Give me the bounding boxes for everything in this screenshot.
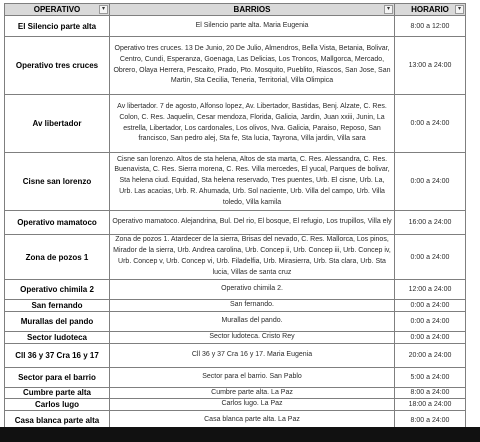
- horario-cell[interactable]: 16:00 a 24:00: [395, 211, 466, 235]
- barrios-cell[interactable]: Casa blanca parte alta. La Paz: [110, 411, 395, 431]
- operativo-cell[interactable]: Sector para el barrio: [5, 367, 110, 387]
- horario-cell[interactable]: 0:00 a 24:00: [395, 331, 466, 343]
- operativo-cell[interactable]: San fernando: [5, 300, 110, 312]
- column-header-operativo: [5, 4, 110, 16]
- operativo-cell[interactable]: Zona de pozos 1: [5, 235, 110, 280]
- barrios-cell[interactable]: Carlos lugo. La Paz: [110, 399, 395, 411]
- horario-cell[interactable]: 0:00 a 24:00: [395, 153, 466, 211]
- horario-cell[interactable]: 12:00 a 24:00: [395, 280, 466, 300]
- horario-cell[interactable]: 0:00 a 24:00: [395, 95, 466, 153]
- horario-cell[interactable]: 8:00 a 24:00: [395, 387, 466, 399]
- barrios-cell[interactable]: Operativo chimila 2.: [110, 280, 395, 300]
- table-row: [5, 235, 466, 280]
- operativo-header-label: OPERATIVO: [33, 5, 81, 14]
- horario-cell[interactable]: 8:00 a 12:00: [395, 16, 466, 37]
- table-row: [5, 399, 466, 411]
- horario-cell[interactable]: 0:00 a 24:00: [395, 300, 466, 312]
- filter-dropdown-icon[interactable]: ▾: [99, 5, 108, 14]
- operativo-cell[interactable]: Operativo tres cruces: [5, 37, 110, 95]
- operativo-cell[interactable]: Operativo chimila 2: [5, 280, 110, 300]
- bottom-bar: [0, 427, 480, 442]
- operativo-cell[interactable]: Cll 36 y 37 Cra 16 y 17: [5, 343, 110, 367]
- table-row: [5, 37, 466, 95]
- operativo-cell[interactable]: El Silencio parte alta: [5, 16, 110, 37]
- table-row: [5, 311, 466, 331]
- table-row: [5, 153, 466, 211]
- horario-header-label: HORARIO: [411, 5, 449, 14]
- barrios-cell[interactable]: Cll 36 y 37 Cra 16 y 17. Maria Eugenia: [110, 343, 395, 367]
- horario-cell[interactable]: 0:00 a 24:00: [395, 235, 466, 280]
- operativo-cell[interactable]: Murallas del pando: [5, 311, 110, 331]
- column-header-barrios: [110, 4, 395, 16]
- table-row: [5, 280, 466, 300]
- barrios-cell[interactable]: San fernando.: [110, 300, 395, 312]
- table-row: [5, 300, 466, 312]
- table-row: [5, 343, 466, 367]
- barrios-cell[interactable]: Sector para el barrio. San Pablo: [110, 367, 395, 387]
- horario-cell[interactable]: 18:00 a 24:00: [395, 399, 466, 411]
- operativo-cell[interactable]: Cisne san lorenzo: [5, 153, 110, 211]
- barrios-cell[interactable]: Murallas del pando.: [110, 311, 395, 331]
- header-row: [5, 4, 466, 16]
- barrios-cell[interactable]: Cumbre parte alta. La Paz: [110, 387, 395, 399]
- barrios-cell[interactable]: Av libertador. 7 de agosto, Alfonso lopez, Av. Libertador, Bastidas, Benj. Alzate, C. Res. Colon, C. Res. Jaquelin, Cesar mendoza, Florida, Galicia, Jardin, Juan xxiii, Junin, La estrella, Libertador, Los cardonales, Los olivos, Nva. Galicia, Paraiso, Reposo, San francisco, San pedro alej, Sta fe, Sta lucia, Tayrona, Villa jardin, Villa sara: [110, 95, 395, 153]
- filter-dropdown-icon[interactable]: ▾: [455, 5, 464, 14]
- filter-dropdown-icon[interactable]: ▾: [384, 5, 393, 14]
- table-row: [5, 95, 466, 153]
- operativo-cell[interactable]: Carlos lugo: [5, 399, 110, 411]
- barrios-cell[interactable]: Cisne san lorenzo. Altos de sta helena, Altos de sta marta, C. Res. Alessandra, C. Res. Buenavista, C. Res. Sierra morena, C. Res. Villa mercedes, El yucal, Parques de bolivar, Sta helena ciud. Equidad, Sta helena reservado, Tres puentes, Urb. El cisne, Urb. La, Urb. Las acacias, Urb. R. Ahumada, Urb. Sol naciente, Urb. Villa del campo, Urb. Villa toledo, Villa kamila: [110, 153, 395, 211]
- schedule-sheet: [4, 3, 465, 431]
- table-row: [5, 16, 466, 37]
- barrios-cell[interactable]: Operativo mamatoco. Alejandrina, Bul. Del rio, El bosque, El refugio, Los trupillos, Villa ely: [110, 211, 395, 235]
- operativo-cell[interactable]: Cumbre parte alta: [5, 387, 110, 399]
- table-row: [5, 331, 466, 343]
- operativo-cell[interactable]: Casa blanca parte alta: [5, 411, 110, 431]
- operativo-cell[interactable]: Av libertador: [5, 95, 110, 153]
- barrios-cell[interactable]: Operativo tres cruces. 13 De Junio, 20 De Julio, Almendros, Bella Vista, Betania, Bolivar, Centro, Cundi, Esperanza, Goenaga, Las Delicias, Los Troncos, Mallgorca, Mercado, Obrero, Olaya Herrera, Pescaito, Prado, Pto. Mosquito, Pueblito, Riascos, San Jose, San Martin, Sta Cecilia, Teneria, Territorial, Villa Olimpica: [110, 37, 395, 95]
- horario-cell[interactable]: 5:00 a 24:00: [395, 367, 466, 387]
- operativo-cell[interactable]: Operativo mamatoco: [5, 211, 110, 235]
- table-row: [5, 367, 466, 387]
- barrios-cell[interactable]: Sector ludoteca. Cristo Rey: [110, 331, 395, 343]
- horario-cell[interactable]: 20:00 a 24:00: [395, 343, 466, 367]
- barrios-cell[interactable]: El Silencio parte alta. Maria Eugenia: [110, 16, 395, 37]
- table-row: [5, 211, 466, 235]
- horario-cell[interactable]: 0:00 a 24:00: [395, 311, 466, 331]
- operativo-cell[interactable]: Sector ludoteca: [5, 331, 110, 343]
- column-header-horario: [395, 4, 466, 16]
- barrios-header-label: BARRIOS: [233, 5, 271, 14]
- barrios-cell[interactable]: Zona de pozos 1. Atardecer de la sierra, Brisas del nevado, C. Res. Mallorca, Los pinos, Mirador de la sierra, Urb. Andrea carolina, Urb. Concep ii, Urb. Concep iii, Urb. Concep iv, Urb. Concep v, Urb. Concep vi, Urb. Filadelfia, Urb. Mirasierra, Urb. Sta clara, Urb. Sta lucia, Villas de santa cruz: [110, 235, 395, 280]
- table-row: [5, 387, 466, 399]
- horario-cell[interactable]: 8:00 a 24:00: [395, 411, 466, 431]
- schedule-table: [4, 3, 466, 431]
- horario-cell[interactable]: 13:00 a 24:00: [395, 37, 466, 95]
